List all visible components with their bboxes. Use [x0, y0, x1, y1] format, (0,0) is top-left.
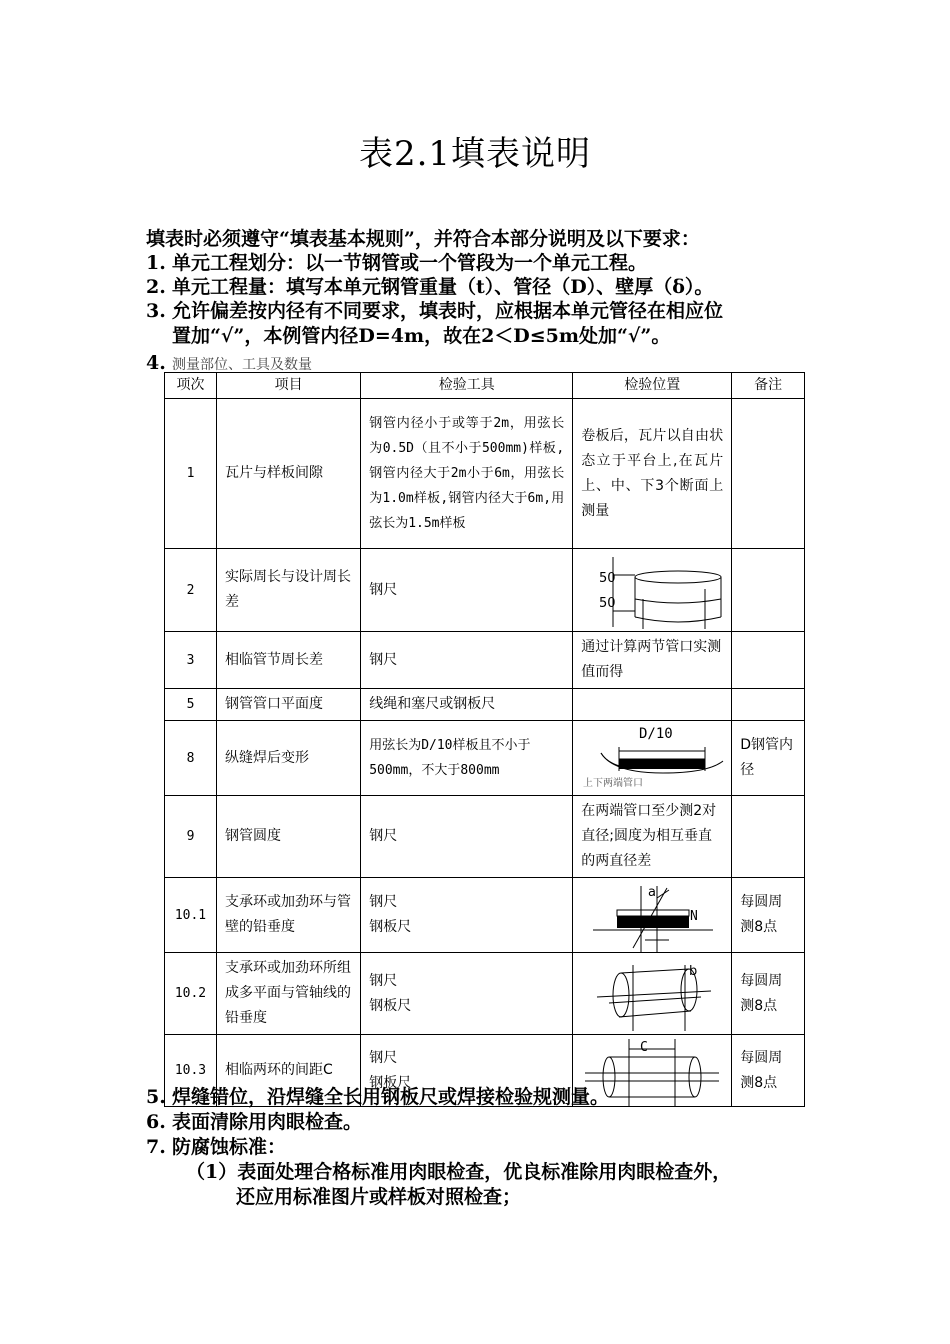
- cell-no: 5: [165, 689, 217, 721]
- cell-position: [573, 878, 732, 953]
- cell-note: 每圆周测8点: [732, 878, 805, 953]
- header-no: 项次: [165, 373, 217, 399]
- multi-plane-diagram: [573, 957, 731, 1031]
- cell-tool: 钢尺: [361, 549, 573, 632]
- list-item-3-continued: 置加“√”，本例管内径D=4m，故在2＜D≤5m处加“√”。: [172, 325, 671, 347]
- cell-item: 支承环或加劲环与管壁的铅垂度: [216, 878, 360, 953]
- label-n: N: [690, 909, 699, 924]
- label-b: b: [689, 963, 698, 979]
- cell-tool: 钢尺 钢板尺: [361, 878, 573, 953]
- table-row: [165, 878, 805, 953]
- cell-position: 通过计算两节管口实测值而得: [573, 632, 732, 689]
- cell-note: [732, 689, 805, 721]
- cell-no: 2: [165, 549, 217, 632]
- cell-item: 纵缝焊后变形: [216, 721, 360, 796]
- cell-item: 相临两环的间距C: [216, 1035, 360, 1107]
- cell-no: 10.1: [165, 878, 217, 953]
- page-title: 表2.1填表说明: [358, 134, 592, 174]
- list-item-4: 4. 测量部位、工具及数量: [146, 352, 312, 374]
- cell-item: 相临管节周长差: [216, 632, 360, 689]
- list-item-5: 5. 焊缝错位，沿焊缝全长用钢板尺或焊接检验规测量。: [146, 1086, 610, 1108]
- cell-position: [573, 689, 732, 721]
- sub-item-1-continued: 还应用标准图片或样板对照检查；: [236, 1186, 522, 1208]
- cell-tool: 钢管内径小于或等于2m，用弦长为0.5D（且不小于500mm)样板,钢管内径大于2m小于6m，用弦长为1.0m样板,钢管内径大于6m,用弦长为1.5m样板: [361, 399, 573, 549]
- header-item: 项目: [216, 373, 360, 399]
- cell-tool: 用弦长为D/10样板且不小于500mm，不大于800mm: [361, 721, 573, 796]
- cell-note: [732, 632, 805, 689]
- cell-position: [573, 549, 732, 632]
- cell-position: 在两端管口至少测2对直径;圆度为相互垂直的两直径差: [573, 796, 732, 878]
- intro-text: 填表时必须遵守“填表基本规则”，并符合本部分说明及以下要求：: [146, 228, 700, 250]
- label-a: a: [648, 885, 657, 900]
- cell-tool: 钢尺: [361, 796, 573, 878]
- cell-tool: 钢尺 钢板尺: [361, 953, 573, 1035]
- cell-position: 卷板后，瓦片以自由状态立于平台上,在瓦片上、中、下3个断面上测量: [573, 399, 732, 549]
- circumference-diagram: [573, 549, 731, 631]
- table-row: [165, 689, 805, 721]
- cell-no: 10.2: [165, 953, 217, 1035]
- ring-verticality-diagram: [573, 878, 731, 952]
- list-item-7: 7. 防腐蚀标准：: [146, 1136, 287, 1158]
- cell-no: 10.3: [165, 1035, 217, 1107]
- cell-tool: 钢尺 钢板尺: [361, 1035, 573, 1107]
- label-d10: D/10: [639, 726, 673, 742]
- cell-no: 1: [165, 399, 217, 549]
- cell-item: 实际周长与设计周长差: [216, 549, 360, 632]
- cell-note: D钢管内径: [732, 721, 805, 796]
- label-50-top: 50: [599, 571, 616, 586]
- cell-item: 支承环或加劲环所组成多平面与管轴线的铅垂度: [216, 953, 360, 1035]
- table-row: [165, 796, 805, 878]
- header-position: 检验位置: [573, 373, 732, 399]
- cell-position: [573, 953, 732, 1035]
- header-tool: 检验工具: [361, 373, 573, 399]
- table-header-row: [165, 373, 805, 399]
- cell-item: 钢管管口平面度: [216, 689, 360, 721]
- cell-note: 每圆周测8点: [732, 1035, 805, 1107]
- cell-no: 3: [165, 632, 217, 689]
- weld-deformation-diagram: [573, 721, 731, 795]
- cell-position: [573, 721, 732, 796]
- label-pipe-ends: 上下两端管口: [583, 778, 644, 789]
- sub-item-1: （1）表面处理合格标准用肉眼检查，优良标准除用肉眼检查外，: [186, 1161, 732, 1183]
- cell-note: [732, 796, 805, 878]
- table-row: [165, 549, 805, 632]
- label-c: C: [640, 1040, 649, 1055]
- cell-tool: 线绳和塞尺或钢板尺: [361, 689, 573, 721]
- cell-note: [732, 549, 805, 632]
- table-row: [165, 399, 805, 549]
- cell-no: 8: [165, 721, 217, 796]
- cell-no: 9: [165, 796, 217, 878]
- table-row: [165, 721, 805, 796]
- table-row: [165, 632, 805, 689]
- cell-tool: 钢尺: [361, 632, 573, 689]
- cell-item: 钢管圆度: [216, 796, 360, 878]
- cell-note: 每圆周测8点: [732, 953, 805, 1035]
- label-50-bottom: 50: [599, 596, 616, 611]
- header-note: 备注: [732, 373, 805, 399]
- list-item-1: 1. 单元工程划分：以一节钢管或一个管段为一个单元工程。: [146, 252, 648, 274]
- list-item-2: 2. 单元工程量：填写本单元钢管重量（t）、管径（D）、壁厚（δ）。: [146, 276, 714, 298]
- cell-item: 瓦片与样板间隙: [216, 399, 360, 549]
- inspection-table: [164, 372, 805, 1107]
- list-item-6: 6. 表面清除用肉眼检查。: [146, 1111, 363, 1133]
- table-row: [165, 953, 805, 1035]
- list-item-3: 3. 允许偏差按内径有不同要求，填表时，应根据本单元管径在相应位: [146, 300, 724, 322]
- cell-note: [732, 399, 805, 549]
